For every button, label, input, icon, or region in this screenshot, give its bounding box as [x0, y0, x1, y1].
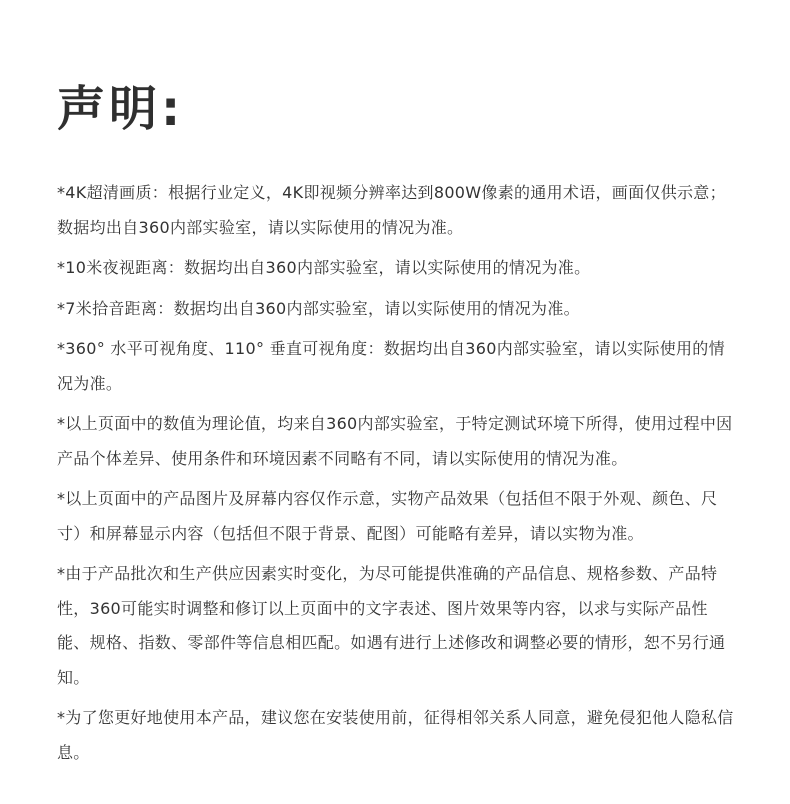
- disclaimer-note-specification-changes: *由于产品批次和生产供应因素实时变化，为尽可能提供准确的产品信息、规格参数、产品特性，360可能实时调整和修订以上页面中的文字表述、图片效果等内容，以求与实际产品性能、规格、指数、零部件等信息相匹配。如遇有进行上述修改和调整必要的情形，恕不另行通知。: [57, 564, 726, 687]
- disclaimer-note-4k: *4K超清画质：根据行业定义，4K即视频分辨率达到800W像素的通用术语，画面仅供示意；数据均出自360内部实验室，请以实际使用的情况为准。: [57, 183, 726, 237]
- disclaimer-note-theoretical-values: *以上页面中的数值为理论值，均来自360内部实验室，于特定测试环境下所得，使用过程中因产品个体差异、使用条件和环境因素不同略有不同，请以实际使用的情况为准。: [57, 414, 733, 468]
- disclaimer-list: [57, 176, 740, 770]
- disclaimer-note-night-vision: *10米夜视距离：数据均出自360内部实验室，请以实际使用的情况为准。: [57, 258, 591, 277]
- page-title: 声明:: [57, 81, 185, 137]
- disclaimer-note-product-images: *以上页面中的产品图片及屏幕内容仅作示意，实物产品效果（包括但不限于外观、颜色、尺寸）和屏幕显示内容（包括但不限于背景、配图）可能略有差异，请以实物为准。: [57, 489, 718, 543]
- disclaimer-note-viewing-angle: *360° 水平可视角度、110° 垂直可视角度：数据均出自360内部实验室，请以实际使用的情况为准。: [57, 339, 725, 393]
- disclaimer-note-audio-pickup: *7米拾音距离：数据均出自360内部实验室，请以实际使用的情况为准。: [57, 298, 580, 318]
- disclaimer-note-privacy: *为了您更好地使用本产品，建议您在安装使用前，征得相邻关系人同意，避免侵犯他人隐私信息。: [57, 708, 734, 762]
